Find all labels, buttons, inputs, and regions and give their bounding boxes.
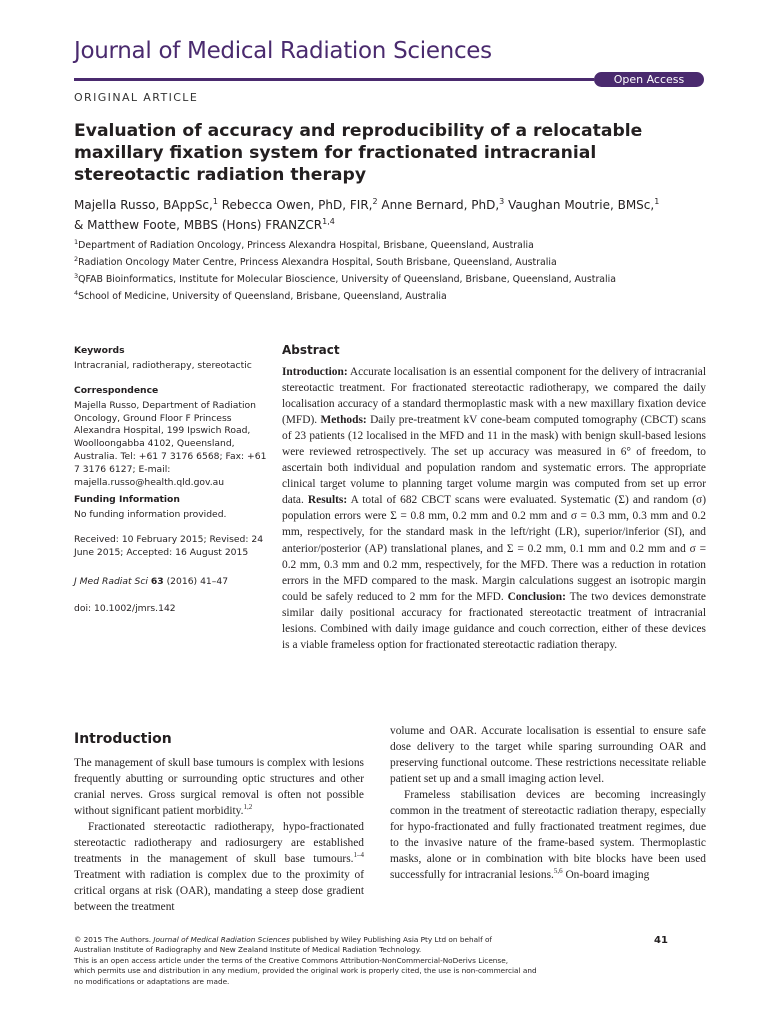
affiliation xyxy=(74,270,704,287)
affiliation-text: QFAB Bioinformatics, Institute for Molecular Bioscience, University of Queensland, Brisbane, Queensland, Australia xyxy=(78,273,617,285)
affiliation-text: Radiation Oncology Mater Centre, Princess Alexandra Hospital, South Brisbane, Queensland, Australia xyxy=(78,257,557,269)
license-footer xyxy=(74,935,594,987)
footer-line: This is an open access article under the terms of the Creative Commons Attribution-NonCommercial-NoDerivs License, xyxy=(74,955,509,965)
correspondence-block xyxy=(74,385,274,489)
journal-name: Journal of Medical Radiation Sciences xyxy=(74,38,492,64)
affiliation-number: 4 xyxy=(74,288,79,297)
affiliation-text: School of Medicine, University of Queensland, Brisbane, Queensland, Australia xyxy=(78,290,447,302)
affiliation xyxy=(74,253,704,270)
citation-block xyxy=(74,576,274,589)
funding-text: No funding information provided. xyxy=(74,508,227,520)
correspondence-text: Majella Russo, Department of Radiation Oncology, Ground Floor F Princess Alexandra Hospital, 199 Ipswich Road, Woolloongabba 4102, Queensland, Australia. Tel: +61 7 3176 6568; Fax: +61 7 3176 6127; E-mail: majella.russo@health.qld.gov.au xyxy=(74,399,267,488)
affiliation-number: 1 xyxy=(74,238,79,246)
paragraph-text: Treatment with radiation is complex due to the proximity of critical organs at risk (OAR), mandating a steep dose gradient between the treatment xyxy=(74,869,364,914)
abstract-results: A total of 682 CBCT scans were evaluated. Systematic (Σ) and random (σ) population errors were Σ = 0.8 mm, 0.2 mm and 0.2 mm and σ = 0.3 mm, 0.3 mm and 0.2 mm, respectively, for the standard mask in the left/right (LR), superior/inferior (SI), and anterior/posterior (AP) translational planes, and Σ = 0.2 mm, 0.1 mm and 0.2 mm and σ = 0.2 mm, 0.3 mm and 0.2 mm, respectively, for the MFD. There was a reduction in rotation errors in the MFD compared to the mask. Margin calculations suggest an isotropic margin could be safely reduced to 2 mm for the MFD. xyxy=(282,494,706,603)
affiliation-number: 3 xyxy=(74,271,79,280)
author-affil-ref: 1,4 xyxy=(322,216,335,226)
citation-volume: 63 xyxy=(150,576,164,587)
author-list xyxy=(74,194,704,233)
dates-block: Received: 10 February 2015; Revised: 24 June 2015; Accepted: 16 August 2015 xyxy=(74,534,264,558)
doi-text: doi: 10.1002/jmrs.142 xyxy=(74,603,176,614)
abstract-intro-label: Introduction: xyxy=(282,366,348,378)
abstract-conclusion-label: Conclusion: xyxy=(507,590,566,603)
affiliation xyxy=(74,236,704,253)
paragraph-text: The management of skull base tumours is complex with lesions frequently abutting or surrounding optic structures and other cranial nerves. Gross surgical removal is often not possible without significant patient morbidity. xyxy=(74,757,364,818)
body-column-left xyxy=(74,755,364,915)
article-type: ORIGINAL ARTICLE xyxy=(74,91,199,104)
paragraph xyxy=(74,755,364,819)
footer-text: published by Wiley Publishing Asia Pty Ltd on behalf of xyxy=(289,935,492,944)
abstract-intro: Accurate localisation is an essential component for the delivery of intracranial stereotactic treatment. For fractionated stereotactic radiotherapy, we compared the daily localisation accuracy of a standard thermoplastic mask with a new maxillary fixation device (MFD). xyxy=(282,366,706,427)
affiliation-number: 2 xyxy=(74,254,79,263)
author-name: Majella Russo, BAppSc, xyxy=(74,198,213,212)
abstract-text xyxy=(282,364,706,653)
article-title: Evaluation of accuracy and reproducibility of a relocatable maxillary fixation system for fractionated intracranial stereotactic radiation therapy xyxy=(74,121,643,185)
page-number: 41 xyxy=(654,935,668,946)
citation-ref: 1–4 xyxy=(353,851,364,860)
footer-line: which permits use and distribution in any medium, provided the original work is properly cited, the use is non-commercial and xyxy=(74,966,537,976)
footer-text: © 2015 The Authors. xyxy=(74,935,154,944)
author-name: Anne Bernard, PhD, xyxy=(377,198,500,212)
paragraph: volume and OAR. Accurate localisation is essential to ensure safe dose delivery to the target while sparing surrounding OAR and preserving functional outcome. These restrictions necessitate reliable patient set up and a small imaging action level. xyxy=(390,725,706,786)
abstract-methods-label: Methods: xyxy=(320,414,367,427)
author-affil-ref: 2 xyxy=(372,197,378,206)
citation-pages: (2016) 41–47 xyxy=(163,576,229,587)
paragraph-text: Fractionated stereotactic radiotherapy, hypo-fractionated stereotactic radiotherapy and radiosurgery are established treatments in the management of skull base tumours. xyxy=(74,821,364,866)
footer-journal: Journal of Medical Radiation Sciences xyxy=(153,935,290,944)
abstract-results-label: Results: xyxy=(307,494,348,507)
abstract-methods: Daily pre-treatment kV cone-beam computed tomography (CBCT) scans of 23 patients (12 localised in the MFD and 11 in the mask) with benign skull-based lesions were reviewed retrospectively. The set up accuracy was measured in 6° of freedom, to ascertain both individual and population random and systematic errors. The appropriate clinical target volume to planning target volume margin was computed from set up error data. xyxy=(282,414,706,507)
introduction-heading: Introduction xyxy=(74,731,172,747)
keywords-block xyxy=(74,345,274,373)
body-column-right xyxy=(390,723,706,883)
author-affil-ref: 3 xyxy=(499,197,505,206)
footer-line xyxy=(74,935,594,945)
citation-journal: J Med Radiat Sci xyxy=(74,576,148,587)
keywords-text: Intracranial, radiotherapy, stereotactic xyxy=(74,359,252,371)
paragraph-text: Frameless stabilisation devices are becoming increasingly common in the treatment of stereotactic radiation therapy, especially for hypo-fractionated and fully fractionated treatment regimes, due to the invasive nature of the frame-based system. Thermoplastic masks, alone or in combination with bite blocks have been used successfully for intracranial lesions. xyxy=(390,789,706,882)
citation-ref: 5,6 xyxy=(553,867,563,876)
citation-ref: 1,2 xyxy=(243,803,253,812)
funding-block xyxy=(74,494,274,522)
footer-line: Australian Institute of Radiography and New Zealand Institute of Medical Radiation Technology. xyxy=(74,945,422,955)
paragraph-text: On-board imaging xyxy=(562,869,650,882)
affiliation-text: Department of Radiation Oncology, Princess Alexandra Hospital, Brisbane, Queensland, Australia xyxy=(78,240,534,252)
abstract-heading: Abstract xyxy=(282,343,340,357)
header-rule xyxy=(74,78,594,81)
author-name: Rebecca Owen, PhD, FIR, xyxy=(217,198,373,212)
open-access-badge: Open Access xyxy=(594,72,704,87)
author-affil-ref: 1 xyxy=(212,197,218,206)
author-affil-ref: 1 xyxy=(654,197,660,206)
paragraph xyxy=(390,787,706,883)
paragraph xyxy=(74,819,364,915)
author-name: Vaughan Moutrie, BMSc, xyxy=(504,198,655,212)
affiliation-list xyxy=(74,236,704,304)
keywords-heading: Keywords xyxy=(74,345,125,356)
funding-heading: Funding Information xyxy=(74,494,180,505)
abstract-conclusion: The two devices demonstrate similar daily positional accuracy for fractionated stereotactic treatment of intracranial lesions. Combined with daily image guidance and couch correction, either of these devices is a viable frameless option for fractionated stereotactic radiation therapy. xyxy=(282,590,706,651)
affiliation xyxy=(74,287,704,304)
footer-line: no modifications or adaptations are made. xyxy=(74,976,230,986)
author-name: & Matthew Foote, MBBS (Hons) FRANZCR xyxy=(74,217,323,232)
correspondence-heading: Correspondence xyxy=(74,385,159,396)
